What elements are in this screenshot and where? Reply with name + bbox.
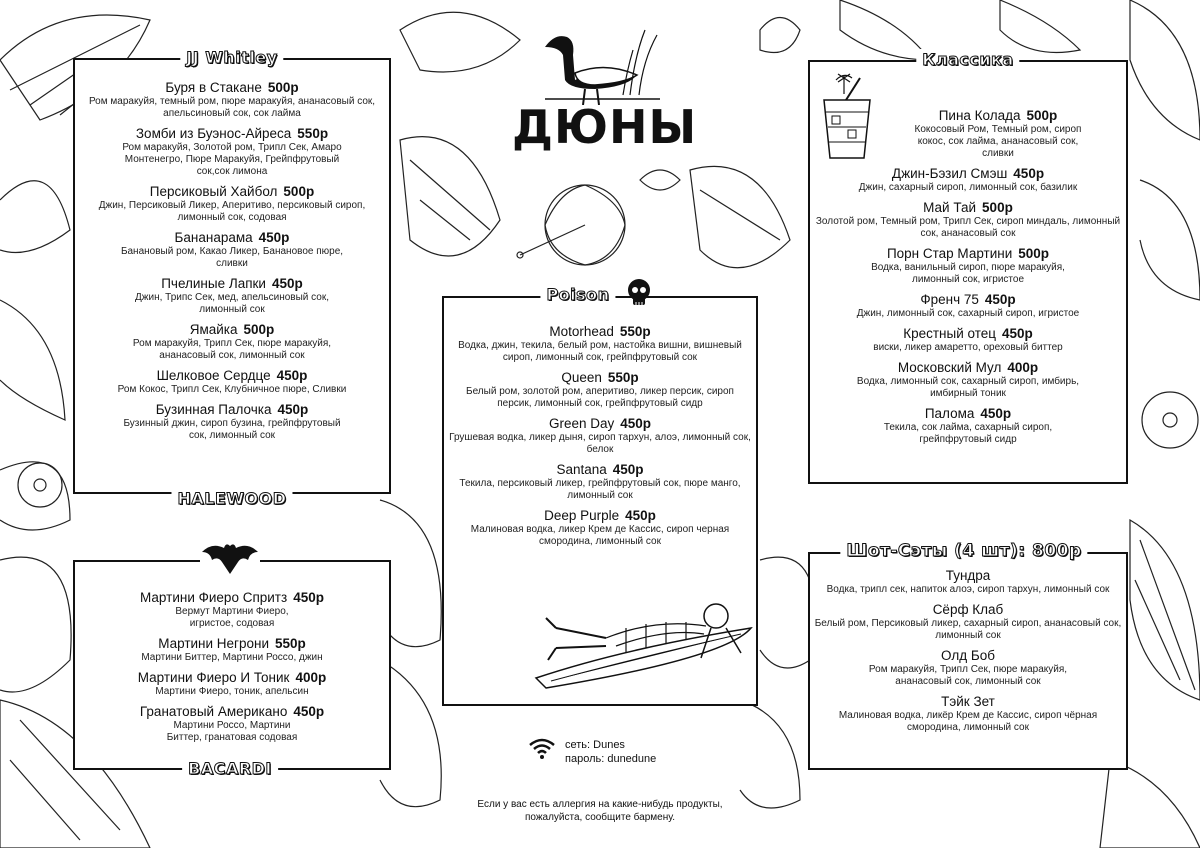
item-description: Ром маракуйя, темный ром, пюре маракуйя, ананасовый сок, апельсиновый сок, сок лайма	[88, 96, 376, 119]
cocktail-glass-icon	[816, 72, 878, 162]
poison-item-0	[444, 324, 756, 364]
item-price: 450р	[1013, 166, 1045, 181]
brand-title: ДЮНЫ	[512, 100, 698, 154]
classic-item-1	[810, 166, 1126, 194]
skull-icon	[624, 278, 654, 308]
item-description: Водка, джин, текила, белый ром, настойка вишни, вишневый сироп, лимонный сок, грейпфрутовый сок	[458, 340, 742, 363]
jj-item-3	[75, 230, 389, 270]
wifi-password: пароль: dunedune	[565, 753, 657, 765]
item-price: 450р	[620, 416, 652, 431]
poison-item-2	[444, 416, 756, 456]
jj-item-4	[75, 276, 389, 316]
item-price: 500р	[283, 184, 315, 199]
item-description: Ром маракуйя, Трипл Сек, пюре маракуйя, ананасовый сок, лимонный сок	[132, 338, 332, 361]
item-description: Джин, Персиковый Ликер, Аперитиво, персиковый сироп, лимонный сок, содовая	[98, 200, 366, 223]
item-description: Текила, сок лайма, сахарный сироп, грейпфрутовый сидр	[883, 422, 1053, 445]
shots-title: Шот-Сэты (4 шт): 800р	[840, 540, 1087, 562]
wifi-icon	[528, 736, 556, 760]
item-price: 450р	[612, 462, 644, 477]
wifi-network: сеть: Dunes	[565, 739, 625, 751]
item-description: Вермут Мартини Фиеро, игристое, содовая	[175, 606, 289, 629]
item-price: 500р	[982, 200, 1013, 215]
item-name: Santana	[556, 462, 607, 477]
item-name: Пина Колада	[938, 108, 1021, 123]
item-price: 450р	[293, 590, 324, 605]
item-price: 450р	[276, 368, 308, 383]
item-name: Deep Purple	[544, 508, 620, 523]
item-description: Малиновая водка, ликер Крем де Кассис, сироп черная смородина, лимонный сок	[470, 524, 730, 547]
item-price: 450р	[1001, 326, 1033, 341]
classic-title: Классика	[916, 49, 1019, 71]
item-price: 500р	[1018, 246, 1050, 261]
item-description: Белый ром, Персиковый ликер, сахарный сироп, ананасовый сок, лимонный сок	[814, 618, 1122, 641]
item-price: 550р	[607, 370, 639, 385]
item-description: Банановый ром, Какао Ликер, Банановое пюре, сливки	[120, 246, 344, 269]
item-description: Джин, сахарный сироп, лимонный сок, базилик	[858, 182, 1078, 193]
bacardi-title: BACARDI	[182, 758, 278, 780]
item-name: Френч 75	[920, 292, 979, 307]
item-price: 450р	[984, 292, 1016, 307]
item-description: Мартини Фиеро, тоник, апельсин	[155, 686, 309, 697]
item-name: Green Day	[548, 416, 615, 431]
item-description: Белый ром, золотой ром, аперитиво, ликер персик, сироп персик, лимонный сок, грейпфрутовый сидр	[466, 386, 734, 409]
shots-item-0	[810, 568, 1126, 596]
jj-item-2	[75, 184, 389, 224]
item-name: Тэйк Зет	[941, 694, 995, 709]
item-description: Мартини Биттер, Мартини Россо, джин	[141, 652, 323, 663]
item-price: 450р	[258, 230, 290, 245]
item-name: Ямайка	[189, 322, 238, 337]
bacardi-item-3	[75, 704, 389, 744]
item-price: 400р	[1007, 360, 1039, 375]
classic-item-4	[810, 292, 1126, 320]
item-name: Шелковое Сердце	[156, 368, 271, 383]
item-price: 550р	[619, 324, 651, 339]
jj-whitley-title: JJ Whitley	[180, 47, 283, 69]
item-description: Кокосовый Ром, Темный ром, сироп кокос, сок лайма, ананасовый сок, сливки	[914, 124, 1082, 159]
item-description: Мартини Россо, Мартини Биттер, гранатовая содовая	[166, 720, 298, 743]
item-name: Гранатовый Американо	[139, 704, 288, 719]
allergy-note: Если у вас есть аллергия на какие-нибудь продукты, пожалуйста, сообщите бармену.	[477, 799, 723, 823]
shots-item-3	[810, 694, 1126, 734]
classic-panel	[808, 60, 1128, 484]
item-description: Водка, лимонный сок, сахарный сироп, имбирь, имбирный тоник	[856, 376, 1080, 399]
item-name: Queen	[561, 370, 602, 385]
classic-item-7	[810, 406, 1126, 446]
item-description: Ром маракуйя, Золотой ром, Трипл Сек, Амаро Монтенегро, Пюре Маракуйя, Грейпфрутовый сок,сок лимона	[122, 142, 342, 177]
classic-item-6	[810, 360, 1126, 400]
item-name: Пчелиные Лапки	[161, 276, 266, 291]
classic-item-2	[810, 200, 1126, 240]
skeleton-surfboard-icon	[526, 598, 756, 693]
item-name: Крестный отец	[903, 326, 996, 341]
bacardi-item-2	[75, 670, 389, 698]
jj-item-0	[75, 80, 389, 120]
bat-logo-icon	[200, 538, 260, 578]
item-name: Мартини Фиеро Спритз	[140, 590, 288, 605]
item-name: Май Тай	[923, 200, 977, 215]
item-price: 550р	[297, 126, 329, 141]
poison-panel	[442, 296, 758, 706]
item-price: 550р	[275, 636, 306, 651]
item-description: Золотой ром, Темный ром, Трипл Сек, сироп миндаль, лимонный сок, ананасовый сок	[815, 216, 1121, 239]
item-name: Зомби из Буэнос-Айреса	[135, 126, 292, 141]
item-price: 500р	[267, 80, 299, 95]
leaf-mid-left	[0, 300, 70, 530]
bird-logo-icon	[535, 25, 665, 105]
item-description: Малиновая водка, ликёр Крем де Кассис, сироп чёрная смородина, лимонный сок	[838, 710, 1098, 733]
item-name: Московский Мул	[897, 360, 1002, 375]
item-name: Motorhead	[549, 324, 614, 339]
item-description: Водка, ванильный сироп, пюре маракуйя, лимонный сок, игристое	[871, 262, 1065, 285]
item-price: 450р	[271, 276, 303, 291]
item-name: Олд Боб	[941, 648, 995, 663]
shots-panel	[808, 552, 1128, 770]
item-name: Палома	[924, 406, 975, 421]
shots-item-2	[810, 648, 1126, 688]
item-description: Грушевая водка, ликер дыня, сироп тархун, алоэ, лимонный сок, белок	[449, 432, 751, 455]
item-name: Сёрф Клаб	[932, 602, 1004, 617]
item-name: Порн Стар Мартини	[886, 246, 1013, 261]
item-name: Буря в Стакане	[165, 80, 262, 95]
bacardi-panel	[73, 560, 391, 770]
item-name: Бананарама	[174, 230, 253, 245]
halewood-title: HALEWOOD	[171, 488, 292, 510]
classic-item-5	[810, 326, 1126, 354]
poison-title: Poison	[540, 284, 615, 306]
wifi-info	[565, 738, 656, 766]
poison-item-4	[444, 508, 756, 548]
item-name: Мартини Фиеро И Тоник	[137, 670, 290, 685]
item-name: Бузинная Палочка	[155, 402, 272, 417]
item-name: Мартини Негрони	[158, 636, 269, 651]
item-price: 450р	[625, 508, 656, 523]
item-description: Джин, Трипс Сек, мед, апельсиновый сок, лимонный сок	[135, 292, 329, 315]
item-description: Водка, трипл сек, напиток алоэ, сироп тархун, лимонный сок	[826, 584, 1110, 595]
item-price: 500р	[243, 322, 275, 337]
shots-item-1	[810, 602, 1126, 642]
poison-item-3	[444, 462, 756, 502]
item-price: 450р	[293, 704, 325, 719]
item-description: Текила, персиковый ликер, грейпфрутовый сок, пюре манго, лимонный сок	[459, 478, 741, 501]
poison-item-1	[444, 370, 756, 410]
item-price: 450р	[980, 406, 1012, 421]
item-description: Ром Кокос, Трипл Сек, Клубничное пюре, Сливки	[117, 384, 347, 395]
item-name: Джин-Бэзил Смэш	[891, 166, 1008, 181]
item-price: 400р	[295, 670, 327, 685]
item-description: Джин, лимонный сок, сахарный сироп, игристое	[856, 308, 1080, 319]
item-price: 500р	[1026, 108, 1058, 123]
item-price: 450р	[277, 402, 309, 417]
jj-item-7	[75, 402, 389, 442]
jj-item-1	[75, 126, 389, 178]
item-description: Бузинный джин, сироп бузина, грейпфрутовый сок, лимонный сок	[123, 418, 341, 441]
item-description: виски, ликер амаретто, ореховый биттер	[873, 342, 1063, 353]
item-name: Персиковый Хайбол	[149, 184, 278, 199]
bacardi-item-1	[75, 636, 389, 664]
jj-item-5	[75, 322, 389, 362]
jj-item-6	[75, 368, 389, 396]
item-name: Тундра	[945, 568, 991, 583]
classic-item-3	[810, 246, 1126, 286]
jj-whitley-panel	[73, 58, 391, 494]
bacardi-item-0	[75, 590, 389, 630]
item-description: Ром маракуйя, Трипл Сек, пюре маракуйя, ананасовый сок, лимонный сок	[868, 664, 1068, 687]
